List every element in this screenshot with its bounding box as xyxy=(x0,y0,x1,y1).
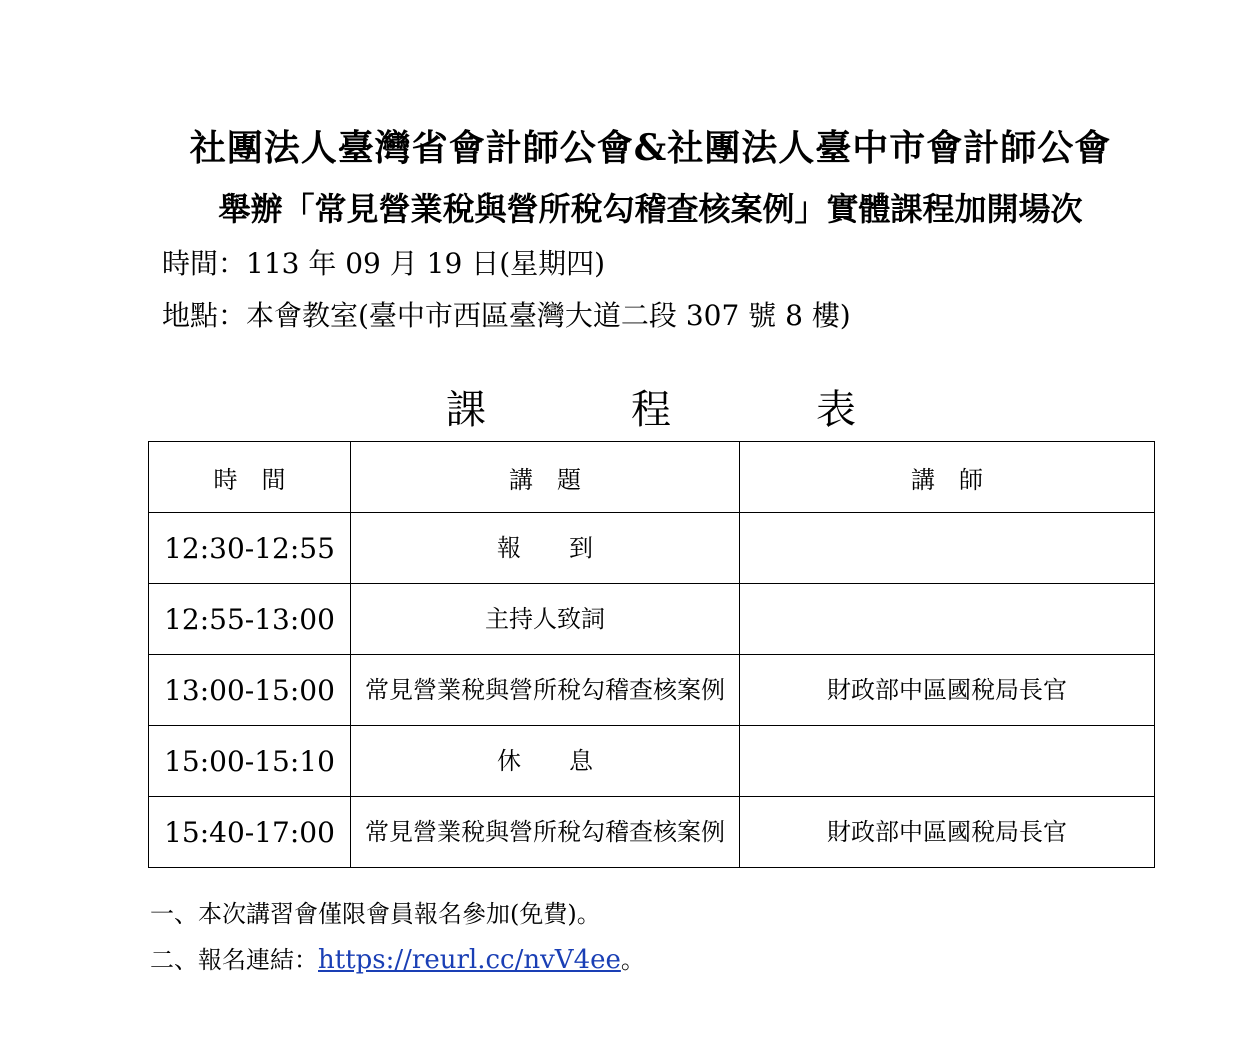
event-time: 時間：113 年 09 月 19 日(星期四) xyxy=(162,247,606,280)
table-row xyxy=(149,584,1155,655)
table-row xyxy=(149,513,1155,584)
event-place: 地點：本會教室(臺中市西區臺灣大道二段 307 號 8 樓) xyxy=(162,299,851,332)
row-time: 15:00-15:10 xyxy=(149,726,351,797)
row-topic: 休 息 xyxy=(351,726,740,797)
row-time: 12:55-13:00 xyxy=(149,584,351,655)
note-registration-label: 二、報名連結： xyxy=(150,946,318,974)
title-line-1: 社團法人臺灣省會計師公會&社團法人臺中市會計師公會 xyxy=(189,127,1112,169)
row-topic: 報 到 xyxy=(351,513,740,584)
schedule-title-char: 表 xyxy=(816,387,856,433)
table-row xyxy=(149,726,1155,797)
note-registration xyxy=(150,940,645,975)
column-header-topic: 講 題 xyxy=(351,442,740,513)
column-header-speaker: 講 師 xyxy=(740,442,1155,513)
note-registration-suffix: 。 xyxy=(620,946,645,974)
registration-link[interactable]: https://reurl.cc/nvV4ee xyxy=(318,945,621,975)
schedule-title-char: 課 xyxy=(446,387,486,433)
row-speaker xyxy=(740,726,1155,797)
row-time: 12:30-12:55 xyxy=(149,513,351,584)
table-header-row xyxy=(149,442,1155,513)
row-topic: 常見營業稅與營所稅勾稽查核案例 xyxy=(351,797,740,868)
table-row xyxy=(149,797,1155,868)
row-topic: 常見營業稅與營所稅勾稽查核案例 xyxy=(351,655,740,726)
row-time: 15:40-17:00 xyxy=(149,797,351,868)
schedule-title xyxy=(446,378,866,435)
schedule-title-char: 程 xyxy=(631,387,671,433)
row-topic: 主持人致詞 xyxy=(351,584,740,655)
table-row xyxy=(149,655,1155,726)
row-speaker xyxy=(740,584,1155,655)
row-speaker: 財政部中區國稅局長官 xyxy=(740,655,1155,726)
row-speaker: 財政部中區國稅局長官 xyxy=(740,797,1155,868)
schedule-table xyxy=(148,441,1155,868)
row-time: 13:00-15:00 xyxy=(149,655,351,726)
column-header-time: 時 間 xyxy=(149,442,351,513)
note-members-only: 一、本次講習會僅限會員報名參加(免費)。 xyxy=(150,900,601,928)
title-line-2: 舉辦「常見營業稅與營所稅勾稽查核案例」實體課程加開場次 xyxy=(218,190,1083,228)
row-speaker xyxy=(740,513,1155,584)
